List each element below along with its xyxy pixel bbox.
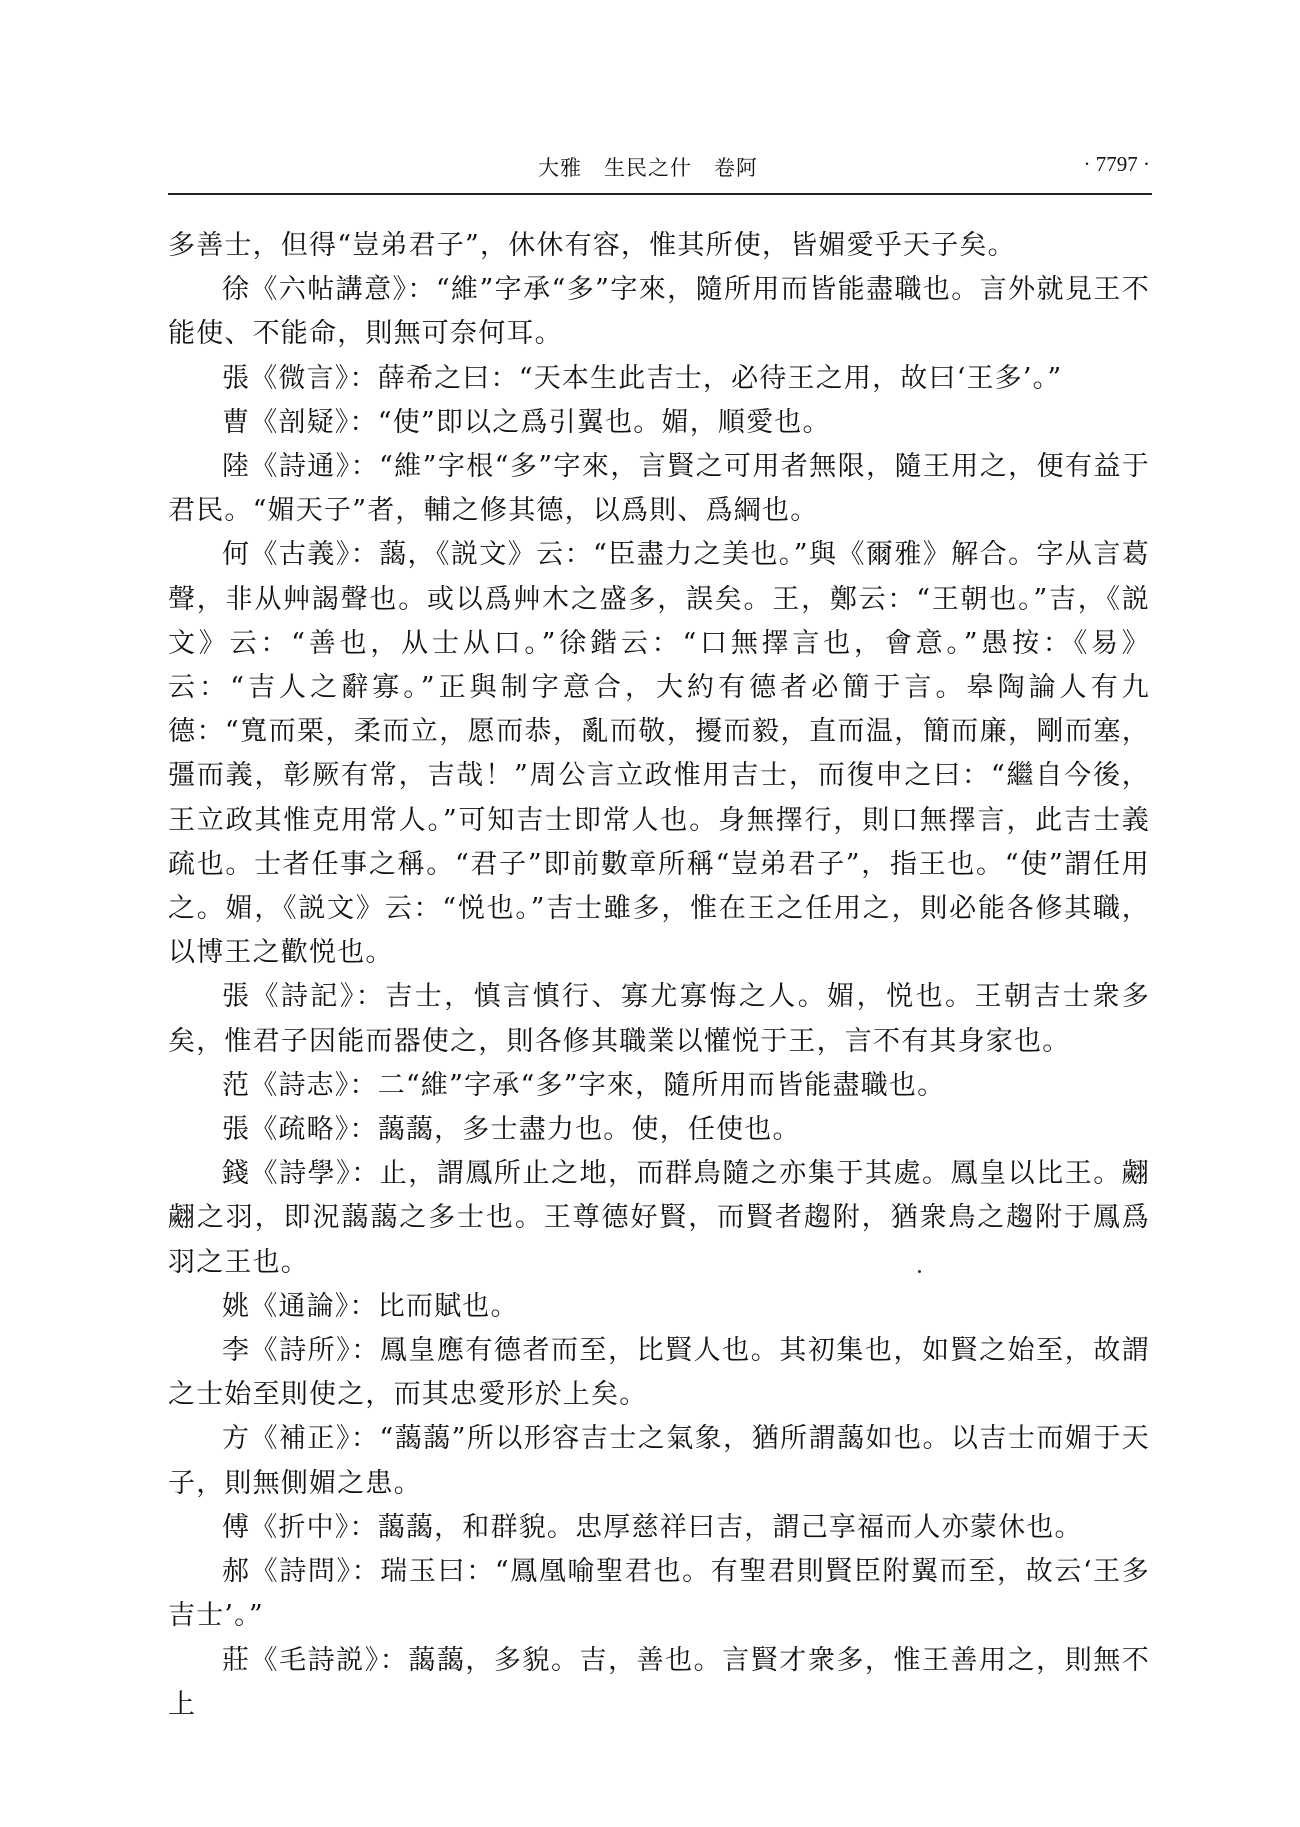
paragraph: 莊《毛詩説》：藹藹，多貌。吉，善也。言賢才衆多，惟王善用之，則無不上 bbox=[168, 1644, 1150, 1720]
running-header bbox=[168, 152, 1150, 192]
scan-speck bbox=[918, 1270, 921, 1273]
paragraph: 范《詩志》：二“維”字承“多”字來，隨所用而皆能盡職也。 bbox=[222, 1069, 946, 1101]
main-text bbox=[168, 224, 1150, 1727]
paragraph: 郝《詩問》：瑞玉曰：“鳳凰喻聖君也。有聖君則賢臣附翼而至，故云‘王多吉士’。” bbox=[168, 1556, 1150, 1632]
paragraph: 張《微言》：薛希之曰：“天本生此吉士，必待王之用，故曰‘王多’。” bbox=[222, 362, 1063, 394]
paragraph: 張《疏略》：藹藹，多士盡力也。使，任使也。 bbox=[222, 1114, 801, 1146]
paragraph: 徐《六帖講意》：“維”字承“多”字來，隨所用而皆能盡職也。言外就見王不能使、不能命，則無可奈何耳。 bbox=[168, 274, 1150, 350]
header-rule bbox=[168, 193, 1152, 195]
paragraph: 多善士，但得“豈弟君子”，休休有容，惟其所使，皆媚愛乎天子矣。 bbox=[168, 230, 1016, 261]
paragraph: 陸《詩通》：“維”字根“多”字來，言賢之可用者無限，隨王用之，便有益于君民。“媚天子”者，輔之修其德，以爲則、爲綱也。 bbox=[168, 451, 1150, 527]
paragraph: 錢《詩學》：止，謂鳳所止之地，而群鳥隨之亦集于其處。鳳皇以比王。翽翽之羽，即況藹藹之多士也。王尊德好賢，而賢者趨附，猶衆鳥之趨附于鳳爲羽之王也。 bbox=[168, 1158, 1150, 1278]
running-title: 大雅 生民之什 卷阿 bbox=[538, 156, 758, 180]
paragraph: 曹《剖疑》：“使”即以之爲引翼也。媚，順愛也。 bbox=[222, 406, 831, 438]
paragraph: 李《詩所》：鳳皇應有德者而至，比賢人也。其初集也，如賢之始至，故謂之士始至則使之，而其忠愛形於上矣。 bbox=[168, 1335, 1150, 1411]
paragraph: 張《詩記》：吉士，慎言慎行、寡尤寡悔之人。媚，悦也。王朝吉士衆多矣，惟君子因能而器使之，則各修其職業以懽悦于王，言不有其身家也。 bbox=[168, 981, 1150, 1057]
paragraph: 姚《通論》：比而賦也。 bbox=[222, 1290, 519, 1322]
paragraph: 方《補正》：“藹藹”所以形容吉士之氣象，猶所謂藹如也。以吉士而媚于天子，則無側媚之患。 bbox=[168, 1423, 1150, 1499]
page-number: · 7797 · bbox=[1083, 152, 1150, 176]
paragraph: 何《古義》：藹，《説文》云：“臣盡力之美也。”與《爾雅》解合。字从言葛聲，非从艸謁聲也。或以爲艸木之盛多，誤矣。王，鄭云：“王朝也。”吉，《説文》云：“善也，从士从口。”徐鍇云：“口無擇言也，會意。”愚按：《易》云：“吉人之辭寡。”正與制字意合，大約有德者必簡于言。皋陶論人有九德：“寬而栗，柔而立，愿而恭，亂而敬，擾而毅，直而温，簡而廉，剛而塞，彊而義，彰厥有常，吉哉！”周公言立政惟用吉士，而復申之曰：“繼自今後，王立政其惟克用常人。”可知吉士即常人也。身無擇行，則口無擇言，此吉士義疏也。士者任事之稱。“君子”即前數章所稱“豈弟君子”，指王也。“使”謂任用之。媚，《説文》云：“悦也。”吉士雖多，惟在王之任用之，則必能各修其職，以博王之歡悦也。 bbox=[168, 539, 1150, 969]
paragraph: 傅《折中》：藹藹，和群貌。忠厚慈祥曰吉，謂己享福而人亦蒙休也。 bbox=[222, 1511, 1083, 1543]
